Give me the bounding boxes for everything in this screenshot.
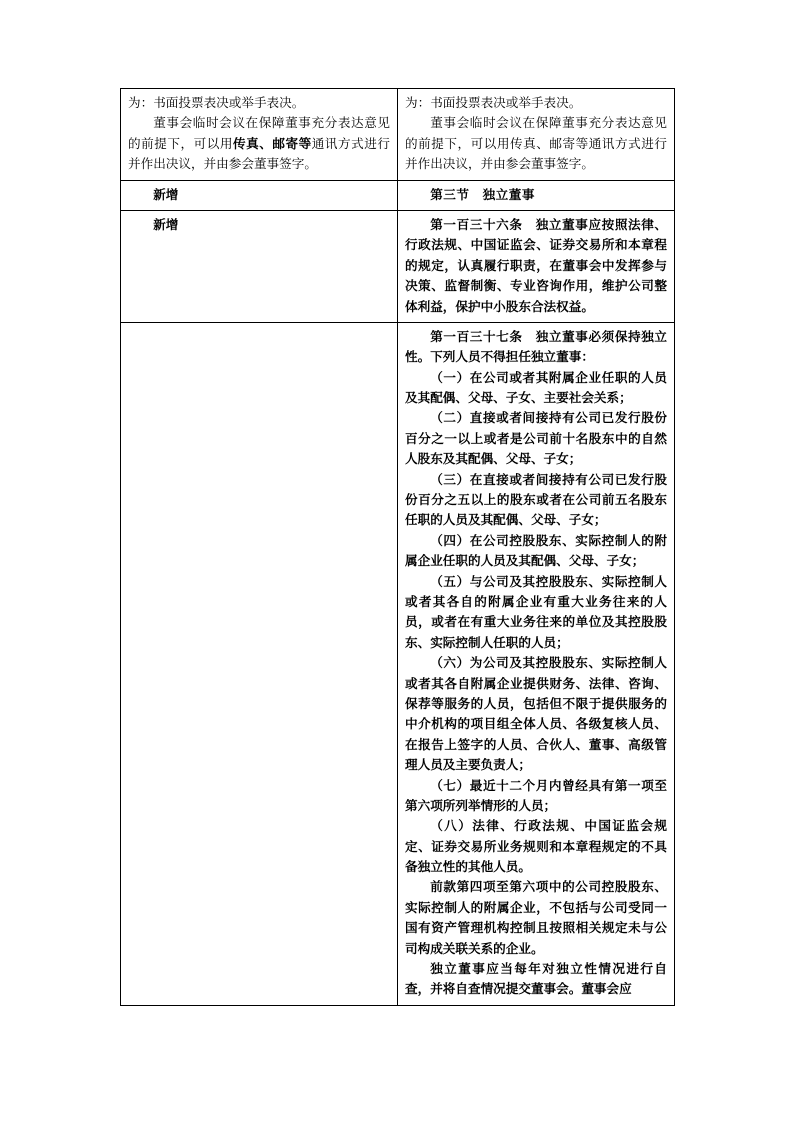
paragraph: （二）直接或者间接持有公司已发行股份百分之一以上或者是公司前十名股东中的自然人股东及其配偶、父母、子女； <box>405 410 667 467</box>
paragraph: （六）为公司及其控股股东、实际控制人或者其各自附属企业提供财务、法律、咨询、保荐等服务的人员，包括但不限于提供服务的中介机构的项目组全体人员、各级复核人员、在报告上签字的人员、合伙人、董事、高级管理人员及主要负责人； <box>405 655 667 773</box>
cell-right-revised <box>398 210 675 322</box>
comparison-table <box>120 88 675 1006</box>
paragraph: （八）法律、行政法规、中国证监会规定、证券交易所业务规则和本章程规定的不具备独立性的其他人员。 <box>405 818 667 875</box>
paragraph: 董事会临时会议在保障董事充分表达意见的前提下，可以用传真、邮寄等通讯方式进行并作出决议，并由参会董事签字。 <box>405 115 667 172</box>
table-row <box>121 322 675 1005</box>
table-row <box>121 180 675 210</box>
paragraph: （一）在公司或者其附属企业任职的人员及其配偶、父母、子女、主要社会关系； <box>405 369 667 406</box>
paragraph <box>405 215 667 317</box>
paragraph: （七）最近十二个月内曾经具有第一项至第六项所列举情形的人员； <box>405 777 667 813</box>
paragraph: 为：书面投票表决或举手表决。 <box>405 95 582 110</box>
text-run: 通讯方式进行并作出决议，并由参会董事签字。 <box>128 135 391 172</box>
paragraph: （五）与公司及其控股股东、实际控制人或者其各自的附属企业有重大业务往来的人员，或者在有重大业务往来的单位及其控股股东、实际控制人任职的人员； <box>405 573 667 650</box>
new-addition-label: 新增 <box>153 216 179 232</box>
paragraph: 独立董事应当每年对独立性情况进行自查，并将自查情况提交董事会。董事会应 <box>405 961 667 997</box>
table-row <box>121 89 675 181</box>
paragraph <box>128 113 390 174</box>
section-heading: 第三节 独立董事 <box>430 186 535 202</box>
cell-right-revised <box>398 322 675 1005</box>
cell-left-original <box>121 180 398 210</box>
paragraph: 为：书面投票表决或举手表决。 <box>128 95 305 110</box>
text-run-bold: 传真、邮寄等 <box>233 135 312 151</box>
article-number: 第一百三十六条 <box>430 216 523 232</box>
cell-left-original <box>121 89 398 181</box>
table-body <box>121 89 675 1006</box>
paragraph: 第一百三十七条 独立董事必须保持独立性。下列人员不得担任独立董事： <box>405 328 667 365</box>
cell-left-original <box>121 322 398 1005</box>
cell-right-revised <box>398 180 675 210</box>
article-text: 独立董事应按照法律、行政法规、中国证监会、证券交易所和本章程的规定，认真履行职责，在董事会中发挥参与决策、监督制衡、专业咨询作用，维护公司整体利益，保护中小股东合法权益。 <box>405 216 668 314</box>
new-addition-label: 新增 <box>153 186 179 202</box>
paragraph: （四）在公司控股股东、实际控制人的附属企业任职的人员及其配偶、父母、子女； <box>405 532 667 569</box>
cell-left-original <box>121 210 398 322</box>
paragraph: 前款第四项至第六项中的公司控股股东、实际控制人的附属企业，不包括与公司受同一国有资产管理机构控制且按照相关规定未与公司构成关联关系的企业。 <box>405 879 667 956</box>
cell-right-revised <box>398 89 675 181</box>
paragraph: （三）在直接或者间接持有公司已发行股份百分之五以上的股东或者在公司前五名股东任职的人员及其配偶、父母、子女； <box>405 471 667 528</box>
table-row <box>121 210 675 322</box>
text-run: 董事会临时会议在保障董事充分表达意见的前提下，可以用 <box>128 115 390 151</box>
